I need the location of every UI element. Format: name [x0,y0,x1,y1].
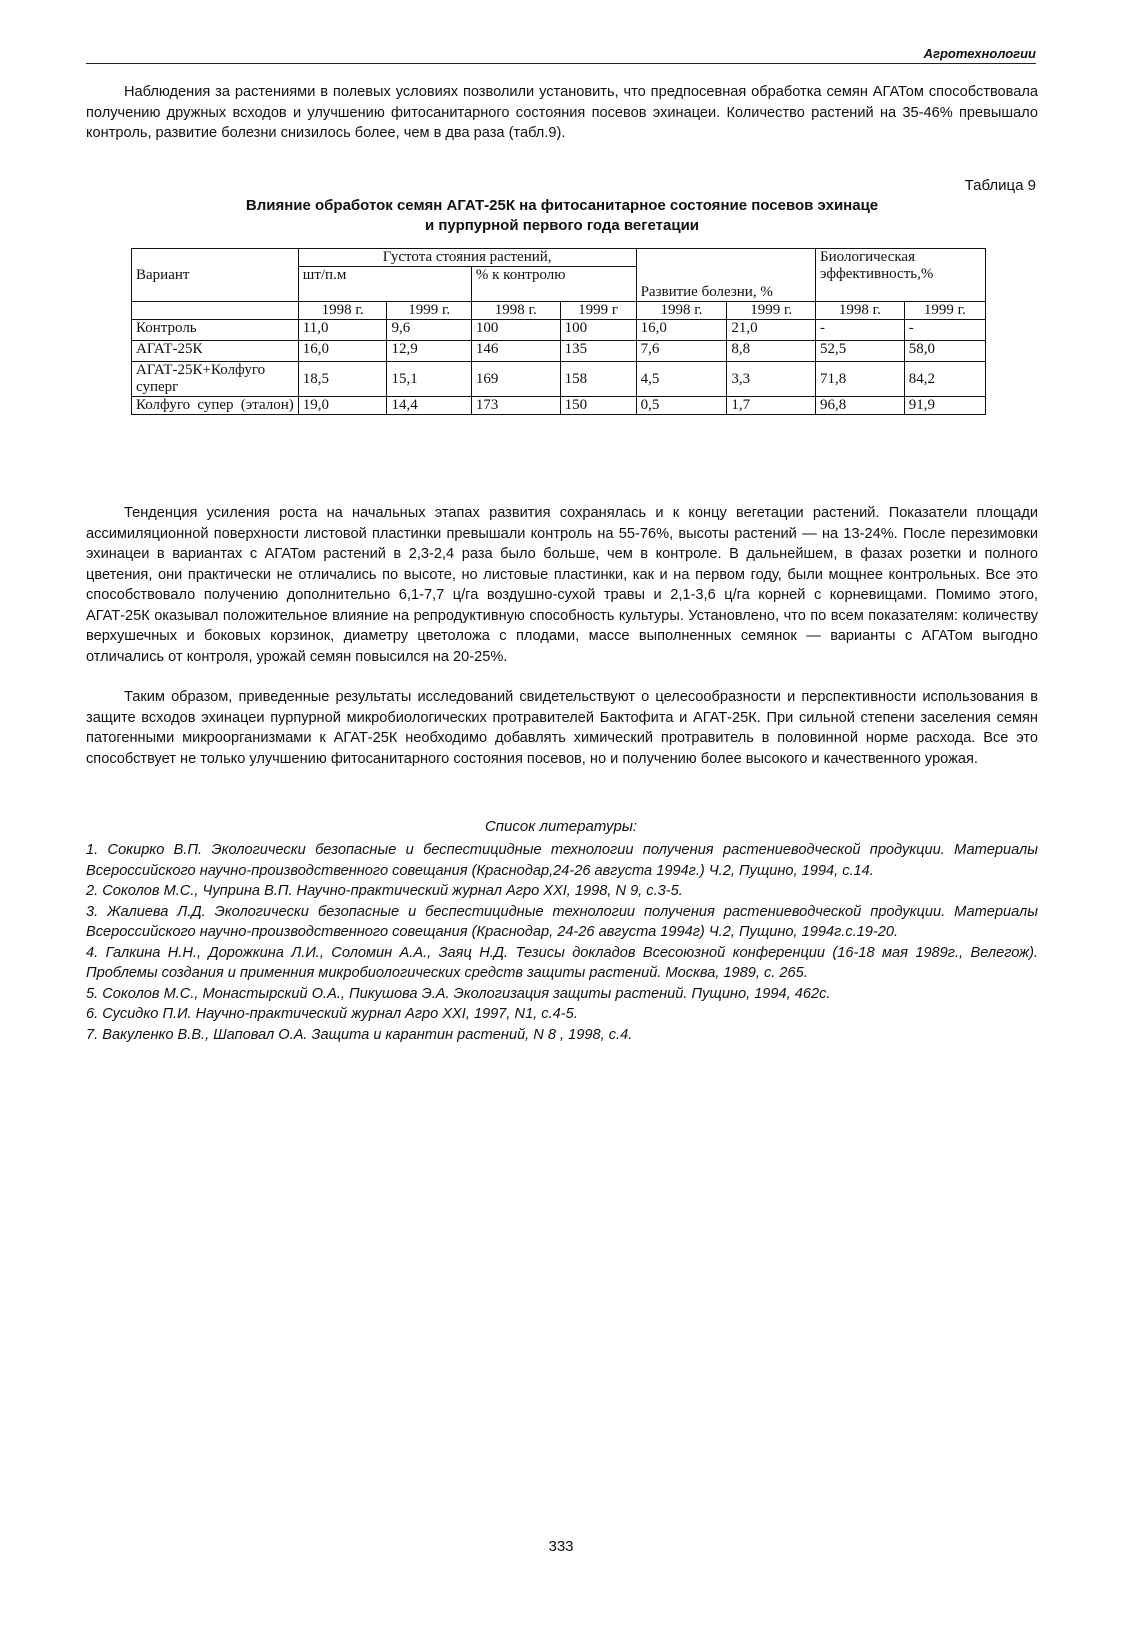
table-label: Таблица 9 [964,177,1036,194]
running-header: Агротехнологии [86,46,1036,64]
header-year: 1998 г. [471,302,560,320]
body-paragraph-2: Таким образом, приведенные результаты исследований свидетельствуют о целесообразности и перспективности использования в защите всходов эхинацеи пурпурной микробиологических протравителей Бактофита и АГАТ-25К. При сильной степени заселения семян патогенными микроорганизмами к АГАТ-25К необходимо добавлять химический протравитель в половинной норме расхода. Все это способствует не только улучшению фитосанитарного состояния посевов, но и получению более высокого и качественного урожая. [86,689,1038,767]
header-pct-control: % к контролю [471,267,636,302]
reference-item: 3. Жалиева Л.Д. Экологически безопасные и беспестицидные технологии получения растениеводческой продукции. Материалы Всероссийского научно-производственного совещания (Краснодар, 24-26 августа 1994г) Ч.2, Пущино, 1994г.с.19-20. [86,903,1038,940]
header-year: 1999 г. [904,302,985,320]
table-cell: - [816,320,905,341]
row-variant: Колфуго супер (эталон) [132,397,299,415]
references-title: Список литературы: [484,818,638,835]
header-density: Густота стояния растений, [298,249,636,267]
table-row [132,320,986,341]
reference-item: 2. Соколов М.С., Чуприна В.П. Научно-практический журнал Агро XXI, 1998, N 9, с.3-5. [86,883,683,899]
results-table [131,248,986,415]
table-cell: 14,4 [387,397,471,415]
table-cell: 7,6 [636,341,727,362]
table-cell: 8,8 [727,341,816,362]
table-cell: 135 [560,341,636,362]
references-list [86,840,1038,1045]
row-variant: АГАТ-25К [132,341,299,362]
table-cell: 52,5 [816,341,905,362]
reference-item: 4. Галкина Н.Н., Дорожкина Л.И., Соломин А.А., Заяц Н.Д. Тезисы докладов Всесоюзной конференции (16-18 мая 1989г., Велегож). Проблемы создания и применния микробиологических средств защиты растений. Москва, 1989, с. 265. [86,944,1038,981]
reference-item: 7. Вакуленко В.В., Шаповал О.А. Защита и карантин растений, N 8 , 1998, с.4. [86,1026,633,1043]
table-cell: 71,8 [816,362,905,397]
table-cell: - [904,320,985,341]
reference-item: 5. Соколов М.С., Монастырский О.А., Пикушова Э.А. Экологизация защиты растений. Пущино, 1994, 462с. [86,985,831,1002]
header-bio-efficiency: Биологическая эффективность,% [816,249,986,302]
table-row [132,362,986,397]
table-cell: 4,5 [636,362,727,397]
table-title-line-2: и пурпурной первого года вегетации [424,217,700,234]
page-number: 333 [548,1538,574,1555]
table-cell: 173 [471,397,560,415]
table-row [132,397,986,415]
row-variant: АГАТ-25К+Колфуго суперг [132,362,299,397]
table-cell: 15,1 [387,362,471,397]
table-cell: 16,0 [298,341,387,362]
header-per-meter: шт/п.м [298,267,471,302]
table-cell: 1,7 [727,397,816,415]
table-cell: 21,0 [727,320,816,341]
table-cell: 84,2 [904,362,985,397]
body-paragraph-1: Тенденция усиления роста на начальных этапах развития сохранялась и к концу вегетации растений. Показатели площади ассимиляционной поверхности листовой пластинки превышали контроль на 55-76%, высоты растений — на 13-24%. После перезимовки эхинацеи в вариантах с АГАТом растений в 2,3-2,4 раза было больше, чем в контроле. В дальнейшем, в фазах розетки и полного цветения, они практически не отличались по высоте, но листовые пластинки, как и на первом году, были мощнее контрольных. Все это способствовало получению дополнительно 6,1-7,7 ц/га воздушно-сухой травы и 2,1-3,6 ц/га корней с корневищами. Помимо этого, АГАТ-25К оказывал положительное влияние на репродуктивную способность культуры. Установлено, что по всем показателям: количеству верхушечных и боковых корзинок, диаметру цветоложа с плодами, массе выполненных семянок — варианты с АГАТом выгодно отличались от контроля, урожай семян повысился на 20-25%. [86,505,1038,665]
header-year: 1998 г. [816,302,905,320]
table-cell: 58,0 [904,341,985,362]
header-year: 1999 г. [387,302,471,320]
table-title-line-1: Влияние обработок семян АГАТ-25К на фитосанитарное состояние посевов эхинаце [245,197,879,214]
table-title [86,196,1038,236]
table-cell: 150 [560,397,636,415]
table-cell: 96,8 [816,397,905,415]
header-year: 1998 г. [636,302,727,320]
row-variant: Контроль [132,320,299,341]
table-cell: 3,3 [727,362,816,397]
reference-item: 1. Сокирко В.П. Экологически безопасные и беспестицидные технологии получения растениеводческой продукции. Материалы Всероссийского научно-производственного совещания (Краснодар,24-26 августа 1994г.) Ч.2, Пущино, 1994, с.14. [86,842,1038,879]
table-cell: 9,6 [387,320,471,341]
table-cell: 100 [560,320,636,341]
header-year: 1999 г [560,302,636,320]
table-cell: 100 [471,320,560,341]
table-cell: 158 [560,362,636,397]
header-variant: Вариант [132,249,299,302]
reference-item: 6. Сусидко П.И. Научно-практический журнал Агро XXI, 1997, N1, с.4-5. [86,1006,578,1022]
table-cell: 16,0 [636,320,727,341]
table-cell: 0,5 [636,397,727,415]
header-disease: Развитие болезни, % [636,249,815,302]
table-cell: 19,0 [298,397,387,415]
table-cell: 12,9 [387,341,471,362]
table-cell: 11,0 [298,320,387,341]
table-cell: 146 [471,341,560,362]
header-year: 1998 г. [298,302,387,320]
header-year: 1999 г. [727,302,816,320]
table-cell: 169 [471,362,560,397]
intro-paragraph: Наблюдения за растениями в полевых условиях позволили установить, что предпосевная обработка семян АГАТом способствовала получению дружных всходов и улучшению фитосанитарного состояния посевов эхинацеи. Количество растений на 35-46% превышало контроль, развитие болезни снизилось более, чем в два раза (табл.9). [86,84,1038,141]
header-empty [132,302,299,320]
table-cell: 18,5 [298,362,387,397]
table-row [132,341,986,362]
table-cell: 91,9 [904,397,985,415]
